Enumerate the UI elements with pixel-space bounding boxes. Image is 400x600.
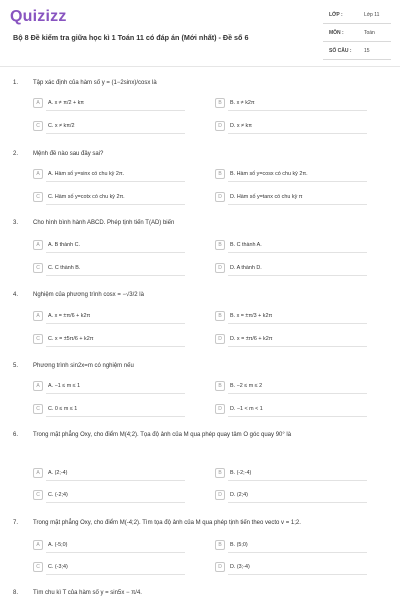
option-text: D. x ≠ kπ — [230, 123, 252, 129]
option-underline — [228, 110, 367, 111]
option-text: D. −1 < m < 1 — [230, 406, 263, 412]
option-text: B. (-2;-4) — [230, 470, 252, 476]
option-letter-box: A — [33, 240, 43, 250]
question-number: 1. — [13, 80, 19, 86]
option-text: A. (2;-4) — [48, 470, 68, 476]
option-underline — [228, 502, 367, 503]
option-underline — [46, 480, 185, 481]
meta-key: LỚP : — [329, 12, 343, 18]
option-letter-box: D — [215, 490, 225, 500]
option-underline — [228, 181, 367, 182]
question-text: Tìm chu kì T của hàm số y = sin5x − π/4. — [33, 590, 142, 596]
meta-key: MÔN : — [329, 30, 344, 36]
option-letter-box: A — [33, 311, 43, 321]
option-letter-box: B — [215, 169, 225, 179]
option-text: A. x ≠ π/2 + kπ — [48, 100, 85, 106]
option-b[interactable] — [215, 468, 367, 481]
option-d[interactable] — [215, 263, 367, 276]
option-text: D. (2;4) — [230, 492, 248, 498]
option-text: C. (-2;4) — [48, 492, 68, 498]
option-letter-box: B — [215, 468, 225, 478]
option-text: A. Hàm số y=sinx có chu kỳ 2π. — [48, 171, 125, 177]
option-text: B. x = ±π/3 + k2π — [230, 313, 273, 319]
option-c[interactable] — [33, 562, 185, 575]
option-underline — [46, 346, 185, 347]
option-a[interactable] — [33, 468, 185, 481]
meta-value: Toán — [364, 30, 375, 36]
option-a[interactable] — [33, 311, 185, 324]
option-letter-box: A — [33, 381, 43, 391]
option-text: B. −2 ≤ m ≤ 2 — [230, 383, 263, 389]
option-text: B. C thành A. — [230, 242, 262, 248]
option-underline — [46, 552, 185, 553]
option-letter-box: D — [215, 404, 225, 414]
option-underline — [46, 416, 185, 417]
option-underline — [46, 252, 185, 253]
question-number: 5. — [13, 363, 19, 369]
option-underline — [46, 393, 185, 394]
option-d[interactable] — [215, 334, 367, 347]
option-text: D. A thành D. — [230, 265, 262, 271]
option-d[interactable] — [215, 192, 367, 205]
meta-value: 15 — [364, 48, 370, 54]
question-text: Phương trình sin2x=m có nghiệm nếu — [33, 363, 134, 369]
meta-value: Lớp 11 — [364, 12, 380, 18]
option-b[interactable] — [215, 98, 367, 111]
option-b[interactable] — [215, 311, 367, 324]
option-text: C. (-3;4) — [48, 564, 68, 570]
meta-row-class — [323, 6, 391, 24]
option-underline — [228, 552, 367, 553]
option-letter-box: B — [215, 240, 225, 250]
option-underline — [228, 323, 367, 324]
option-letter-box: C — [33, 334, 43, 344]
meta-table — [323, 6, 391, 61]
option-underline — [46, 133, 185, 134]
option-text: C. x = ±5π/6 + k2π — [48, 336, 94, 342]
meta-row-count — [323, 42, 391, 60]
option-underline — [46, 574, 185, 575]
option-letter-box: C — [33, 121, 43, 131]
option-c[interactable] — [33, 334, 185, 347]
option-letter-box: B — [215, 98, 225, 108]
question-number: 4. — [13, 292, 19, 298]
option-letter-box: B — [215, 381, 225, 391]
option-underline — [46, 110, 185, 111]
document-header — [0, 0, 400, 66]
logo-initial: Q — [10, 8, 23, 25]
option-letter-box: C — [33, 192, 43, 202]
option-text: C. C thành B. — [48, 265, 81, 271]
option-text: D. Hàm số y=tanx có chu kỳ π — [230, 194, 303, 200]
option-b[interactable] — [215, 540, 367, 553]
option-underline — [46, 275, 185, 276]
option-text: B. Hàm số y=cosx có chu kỳ 2π. — [230, 171, 308, 177]
option-underline — [46, 502, 185, 503]
option-text: A. x = ±π/6 + k2π — [48, 313, 91, 319]
option-d[interactable] — [215, 121, 367, 134]
option-text: C. x ≠ kπ/2 — [48, 123, 75, 129]
question-text: Nghiệm của phương trình cosx = −√3/2 là — [33, 292, 144, 298]
option-d[interactable] — [215, 562, 367, 575]
option-underline — [46, 204, 185, 205]
option-letter-box: A — [33, 540, 43, 550]
logo-rest: uizizz — [22, 8, 67, 25]
option-underline — [228, 346, 367, 347]
question-number: 6. — [13, 432, 19, 438]
question-text: Cho hình bình hành ABCD. Phép tịnh tiến T(AD) biến — [33, 220, 175, 226]
option-underline — [228, 393, 367, 394]
option-underline — [228, 252, 367, 253]
option-letter-box: C — [33, 404, 43, 414]
option-letter-box: B — [215, 311, 225, 321]
question-number: 2. — [13, 151, 19, 157]
option-text: A. B thành C. — [48, 242, 81, 248]
option-a[interactable] — [33, 381, 185, 394]
option-underline — [46, 181, 185, 182]
meta-key: SỐ CÂU : — [329, 48, 352, 54]
option-c[interactable] — [33, 121, 185, 134]
option-d[interactable] — [215, 490, 367, 503]
option-b[interactable] — [215, 240, 367, 253]
option-text: A. (-5;0) — [48, 542, 68, 548]
question-number: 7. — [13, 520, 19, 526]
question-text: Mệnh đề nào sau đây sai? — [33, 151, 104, 157]
option-c[interactable] — [33, 404, 185, 417]
option-letter-box: D — [215, 334, 225, 344]
option-underline — [46, 323, 185, 324]
question-number: 8. — [13, 590, 19, 596]
question-text: Trong mặt phẳng Oxy, cho điểm M(4;2). Tọa độ ảnh của M qua phép quay tâm O góc quay 90° là — [33, 432, 292, 438]
option-b[interactable] — [215, 169, 367, 182]
option-text: A. −1 ≤ m ≤ 1 — [48, 383, 81, 389]
option-letter-box: D — [215, 192, 225, 202]
option-text: D. x = ±π/6 + k2π — [230, 336, 273, 342]
option-d[interactable] — [215, 404, 367, 417]
option-letter-box: A — [33, 468, 43, 478]
question-number: 3. — [13, 220, 19, 226]
header-divider — [0, 66, 400, 67]
option-letter-box: A — [33, 169, 43, 179]
option-letter-box: A — [33, 98, 43, 108]
option-underline — [228, 204, 367, 205]
meta-row-subject — [323, 24, 391, 42]
option-letter-box: B — [215, 540, 225, 550]
option-c[interactable] — [33, 490, 185, 503]
option-a[interactable] — [33, 98, 185, 111]
question-text: Tập xác định của hàm số y = (1−2sinx)/cosx là — [33, 80, 157, 86]
option-b[interactable] — [215, 381, 367, 394]
option-text: D. (3;-4) — [230, 564, 250, 570]
option-text: B. x ≠ k2π — [230, 100, 255, 106]
option-c[interactable] — [33, 263, 185, 276]
option-letter-box: D — [215, 121, 225, 131]
option-underline — [228, 275, 367, 276]
option-underline — [228, 416, 367, 417]
option-a[interactable] — [33, 240, 185, 253]
option-letter-box: C — [33, 490, 43, 500]
quizizz-logo — [10, 8, 67, 26]
option-letter-box: D — [215, 562, 225, 572]
option-text: B. (5;0) — [230, 542, 248, 548]
option-a[interactable] — [33, 169, 185, 182]
option-underline — [228, 480, 367, 481]
question-text: Trong mặt phẳng Oxy, cho điểm M(-4;2). Tìm tọa độ ảnh của M qua phép tịnh tiến theo vecto v = 1;2. — [33, 520, 301, 526]
option-letter-box: C — [33, 263, 43, 273]
option-letter-box: D — [215, 263, 225, 273]
option-letter-box: C — [33, 562, 43, 572]
option-c[interactable] — [33, 192, 185, 205]
option-text: C. 0 ≤ m ≤ 1 — [48, 406, 78, 412]
page-title: Bộ 8 Đề kiểm tra giữa học kì 1 Toán 11 có đáp án (Mới nhất) - Đề số 6 — [13, 33, 249, 42]
option-underline — [228, 574, 367, 575]
option-a[interactable] — [33, 540, 185, 553]
option-underline — [228, 133, 367, 134]
option-text: C. Hàm số y=cotx có chu kỳ 2π. — [48, 194, 125, 200]
